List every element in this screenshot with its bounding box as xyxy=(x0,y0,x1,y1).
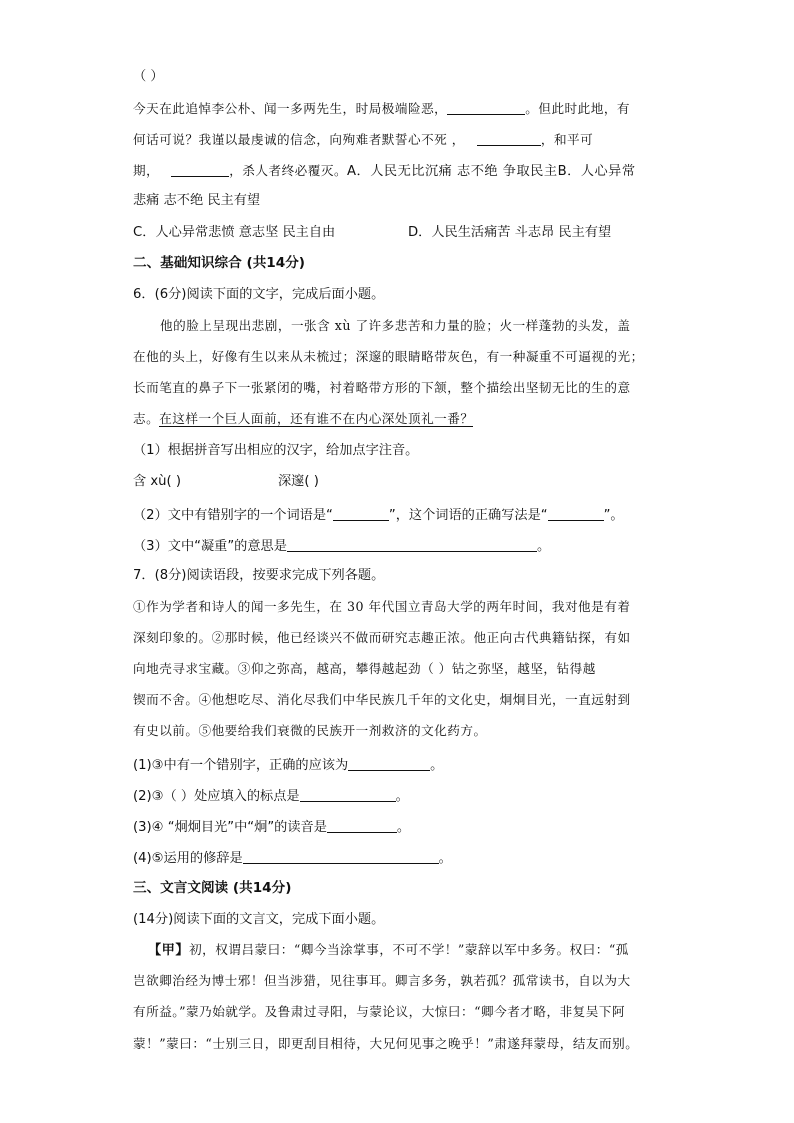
q6-sub-1-item-a[interactable]: 含 xù( ) xyxy=(133,474,182,489)
q7-sub-4-b: 。 xyxy=(438,851,452,866)
q6-sub-1: （1）根据拼音写出相应的汉字，给加点字注音。 xyxy=(133,443,419,458)
q7-sub-3-b: 。 xyxy=(396,820,411,835)
q6-passage-line-2: 在他的头上，好像有生以来从未梳过；深邃的眼睛略带灰色，有一种凝重不可逼视的光； xyxy=(133,349,644,364)
q7-sub-1 xyxy=(133,757,443,772)
q5-blank-2[interactable] xyxy=(477,132,541,146)
q8-passage-line-4: 蒙！”蒙曰：“士别三日，即更刮目相待，大兄何见事之晚乎！”肃遂拜蒙母，结友而别。 xyxy=(133,1036,639,1051)
q5-answer-paren: （ ） xyxy=(133,69,164,84)
section-2-title: 二、基础知识综合 (共14分) xyxy=(133,255,306,271)
q8-passage-line-1 xyxy=(148,944,629,957)
q6-passage-line-4-a: 志。 xyxy=(133,411,160,426)
q6-sub-2-b: ”，这个词语的正确写法是“ xyxy=(388,508,548,523)
q5-option-b-part1[interactable]: B．人心异常 xyxy=(557,164,636,179)
q6-sub-2-c: ”。 xyxy=(603,508,624,523)
q8-passage-line-3: 有所益。”蒙乃始就学。及鲁肃过寻阳，与蒙论议，大惊曰：“卿今者才略，非复吴下阿 xyxy=(133,1004,626,1019)
q5-line-3 xyxy=(133,163,636,178)
q8-stem: (14分)阅读下面的文言文，完成下面小题。 xyxy=(133,912,385,927)
q7-sub-1-a: (1)③中有一个错别字，正确的应该为 xyxy=(133,758,349,773)
q6-sub-3-a: （3）文中“凝重”的意思是 xyxy=(133,539,287,554)
q5-line-3-text-b: ，杀人者终必覆灭。 xyxy=(229,163,348,178)
q5-line-1 xyxy=(133,101,630,116)
q7-sub-1-blank[interactable] xyxy=(348,757,430,771)
q7-sub-1-b: 。 xyxy=(430,758,444,773)
q6-passage-line-4 xyxy=(133,413,473,426)
q8-passage-label: 【甲】 xyxy=(148,943,190,958)
q6-sub-2-blank-2[interactable] xyxy=(548,507,604,521)
q5-line-2-text-a: 何话可说？我谨以最虔诚的信念，向殉难者默誓心不死 ， xyxy=(133,132,465,147)
q7-sub-2-a: (2)③（ ）处应填入的标点是 xyxy=(133,789,300,804)
q5-line-3-text-a: 期， xyxy=(133,163,160,178)
q6-sub-2-a: （2）文中有错别字的一个词语是“ xyxy=(133,508,333,523)
q7-passage-line-1: ①作为学者和诗人的闻一多先生，在 30 年代国立青岛大学的两年时间，我对他是有着 xyxy=(133,599,631,614)
q5-blank-1[interactable] xyxy=(447,101,525,115)
q6-underlined-sentence: 在这样一个巨人面前，还有谁不在内心深处顶礼一番？ xyxy=(159,411,474,426)
q7-passage-line-5: 有史以前。⑤他要给我们衰微的民族开一剂救济的文化药方。 xyxy=(133,723,487,738)
q5-option-d[interactable]: D．人民生活痛苦 斗志昂 民主有望 xyxy=(408,225,612,240)
section-3-title: 三、文言文阅读 (共14分) xyxy=(133,880,292,896)
q6-passage-line-3: 长而笔直的鼻子下一张紧闭的嘴，衬着略带方形的下颔，整个描绘出坚韧无比的生的意 xyxy=(133,380,631,395)
q5-line-2 xyxy=(133,132,593,147)
q7-sub-4-a: (4)⑤运用的修辞是 xyxy=(133,851,243,866)
q7-passage-line-4: 锲而不舍。④他想吃尽、消化尽我们中华民族几千年的文化史，炯炯目光，一直远射到 xyxy=(133,692,631,707)
q6-sub-2-blank-1[interactable] xyxy=(333,507,389,521)
q6-sub-3-b: 。 xyxy=(536,539,551,554)
q8-passage-line-2: 岂欲卿治经为博士邪！但当涉猎，见往事耳。卿言多务，孰若孤？孤常读书，自以为大 xyxy=(133,973,631,988)
q6-sub-1-item-b[interactable]: 深邃( ) xyxy=(278,474,319,489)
q5-line-2-text-b: ，和平可 xyxy=(540,132,594,147)
q5-option-c[interactable]: C．人心异常悲愤 意志坚 民主自由 xyxy=(133,225,336,240)
q7-stem: 7．(8分)阅读语段，按要求完成下列各题。 xyxy=(133,568,385,583)
q7-sub-2-blank[interactable] xyxy=(300,788,396,802)
q7-sub-4-blank[interactable] xyxy=(243,850,439,864)
q5-option-a[interactable]: A．人民无比沉痛 志不绝 争取民主 xyxy=(347,164,558,179)
q7-passage-line-2: 深刻印象的。②那时候，他已经谈兴不做而研究志趣正浓。他正向古代典籍钻探，有如 xyxy=(133,630,631,645)
q7-sub-3-a: (3)④ “炯炯目光”中“炯”的读音是 xyxy=(133,820,327,835)
q7-sub-2-b: 。 xyxy=(395,789,409,804)
q8-passage-line-1-text: 初，权谓吕蒙曰：“卿今当涂掌事，不可不学！”蒙辞以军中多务。权曰：“孤 xyxy=(189,942,629,957)
q6-sub-3-blank[interactable] xyxy=(287,538,537,552)
q7-sub-4 xyxy=(133,850,452,865)
q6-sub-2 xyxy=(133,507,624,522)
q5-line-1-text-b: 。但此时此地，有 xyxy=(525,101,630,116)
q5-blank-3[interactable] xyxy=(171,163,229,177)
q5-line-1-text-a: 今天在此追悼李公朴、闻一多两先生，时局极端险恶， xyxy=(133,101,448,116)
q6-passage-line-1: 他的脸上呈现出悲剧，一张含 xù 了许多悲苦和力量的脸；火一样蓬勃的头发，盖 xyxy=(160,318,631,333)
q5-option-b-part2[interactable]: 悲痛 志不绝 民主有望 xyxy=(133,193,261,208)
q7-sub-2 xyxy=(133,788,409,803)
q7-sub-3 xyxy=(133,819,410,834)
q7-sub-3-blank[interactable] xyxy=(327,819,397,833)
q6-stem: 6．(6分)阅读下面的文字，完成后面小题。 xyxy=(133,287,385,302)
q7-passage-line-3: 向地壳寻求宝藏。③仰之弥高，越高，攀得越起劲（ ）钻之弥坚，越坚，钻得越 xyxy=(133,661,596,676)
q6-sub-3 xyxy=(133,538,550,553)
